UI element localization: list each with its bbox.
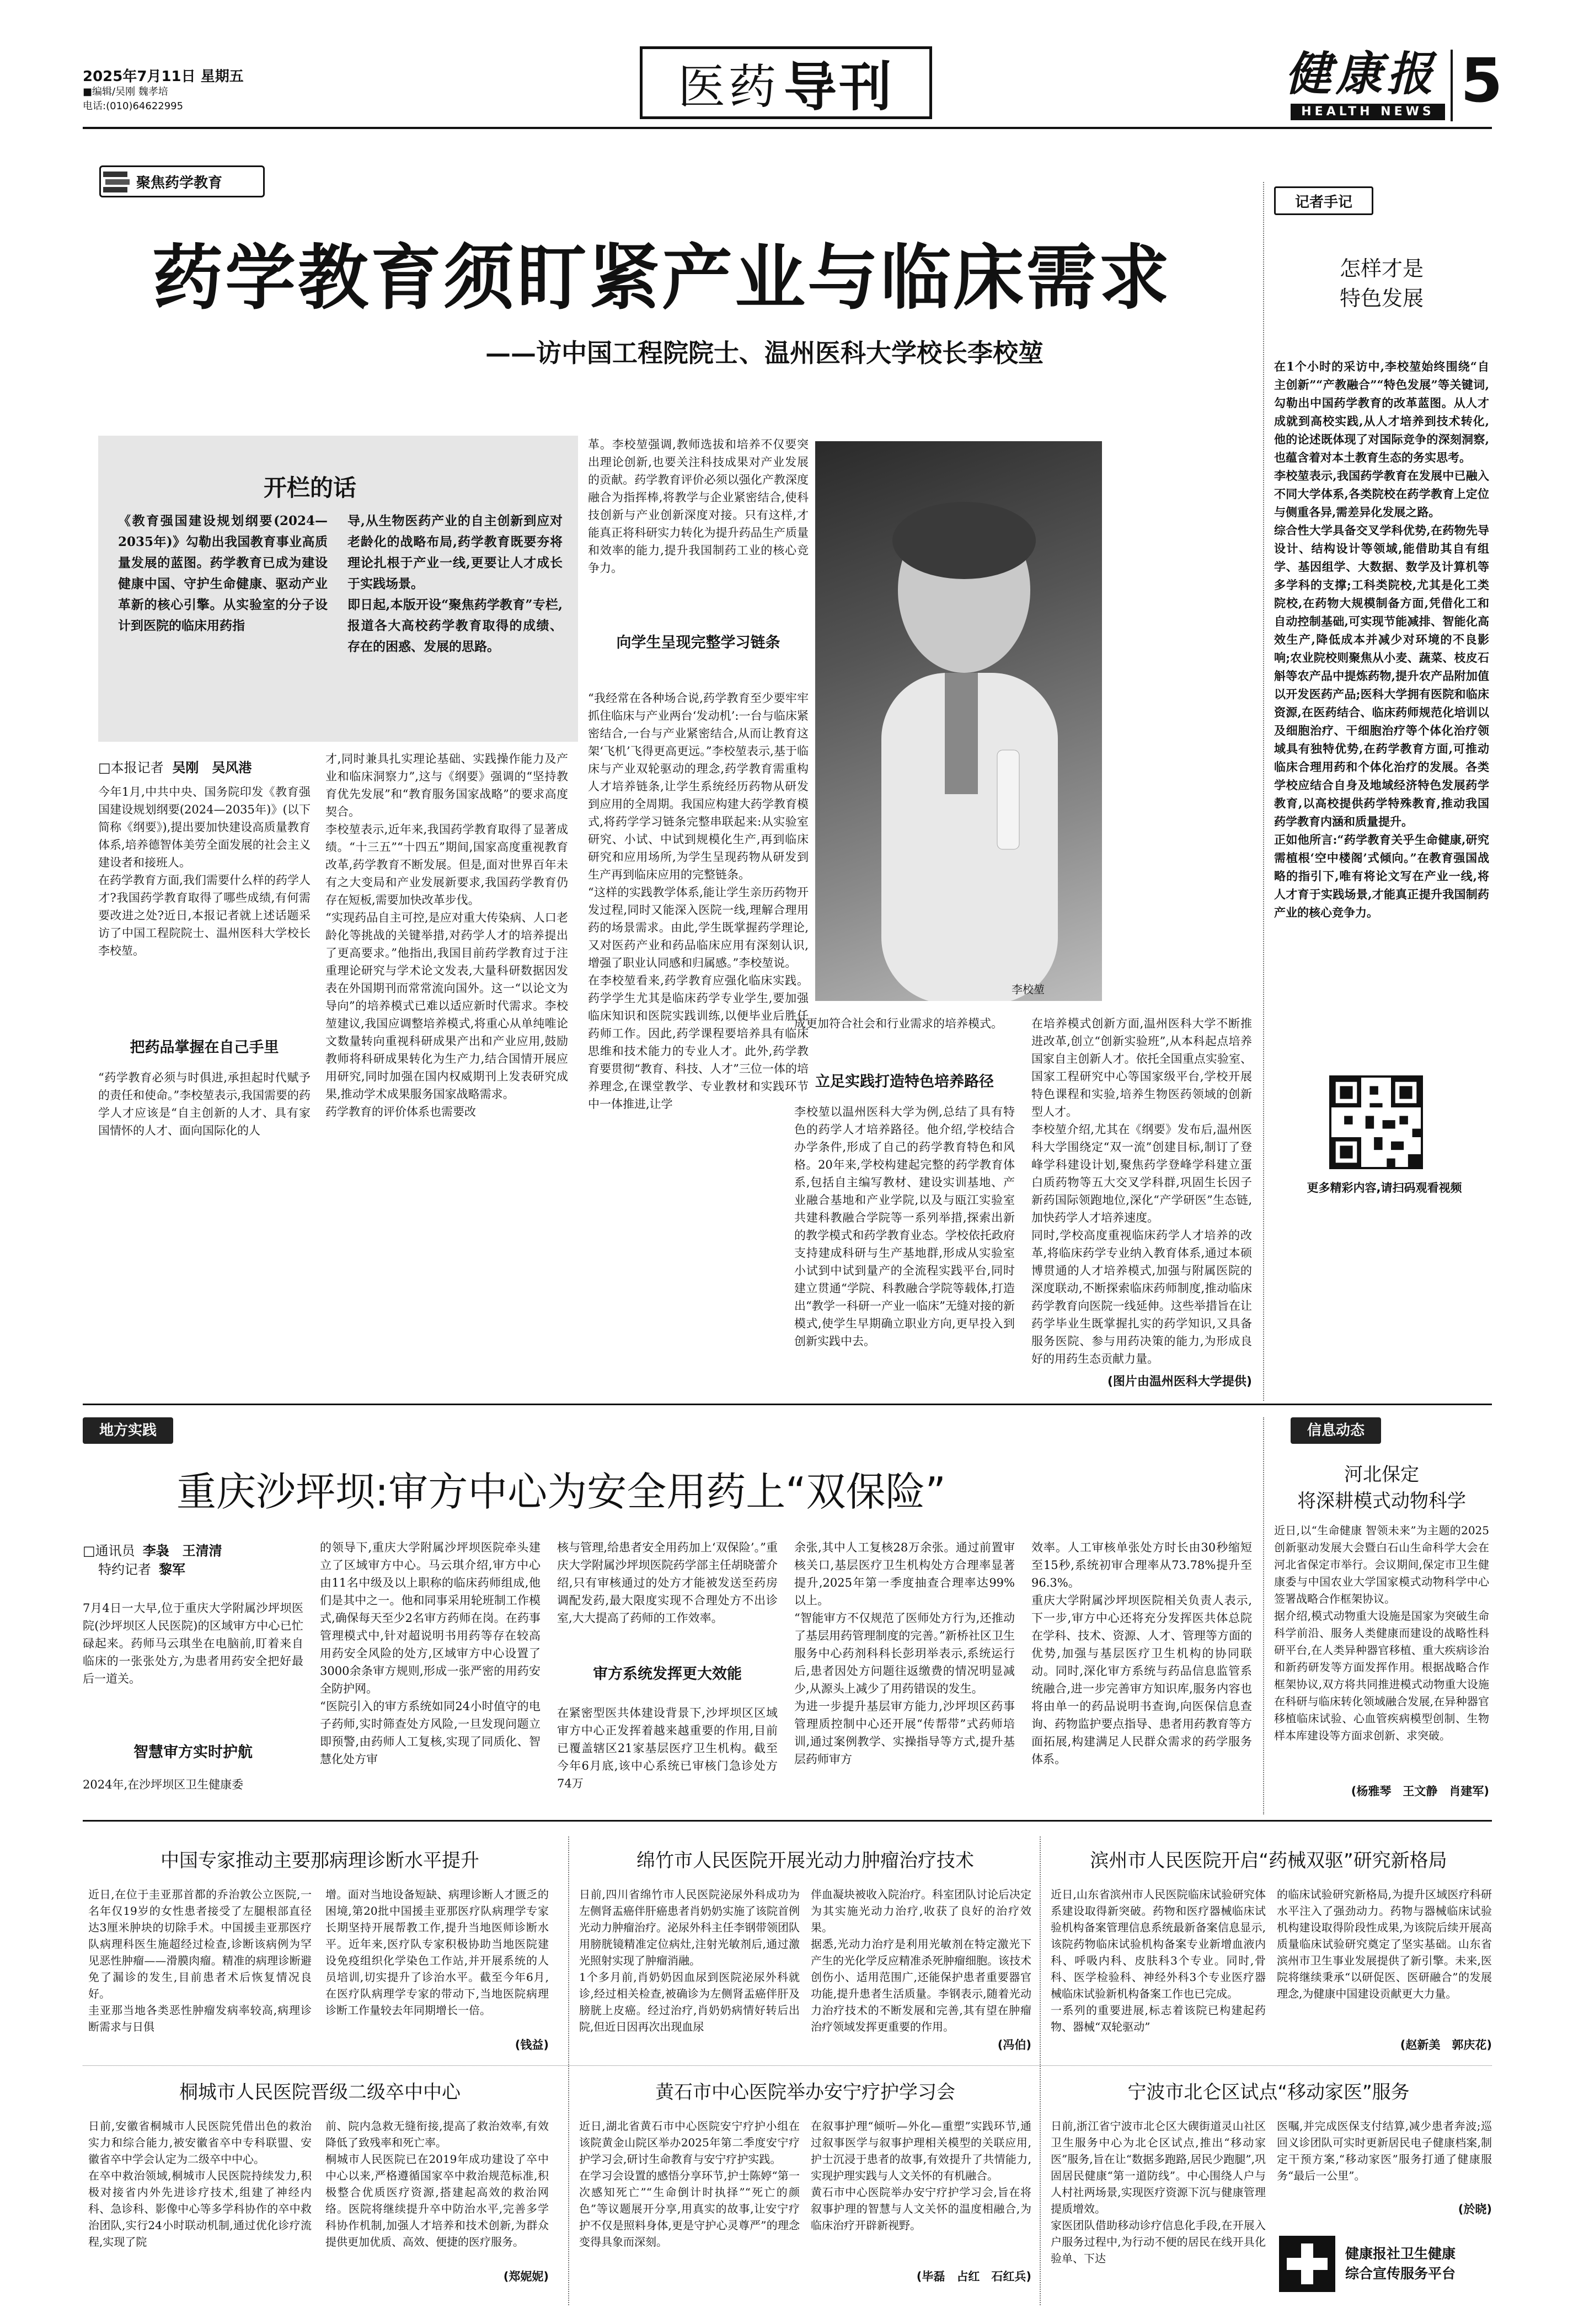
- section-masthead: [640, 46, 932, 119]
- photo-caption: 李校堃: [1012, 983, 1045, 996]
- platform-text: [1345, 2244, 1456, 2284]
- platform-line2: 综合宣传服务平台: [1345, 2266, 1456, 2282]
- main-col1b-text: “药学教育必须与时俱进,承担起时代赋予的责任和使命。”李校堃表示,我国需要的药学人才应该是“自主创新的人才、具有家国情怀的人才、面向国际化的人: [98, 1071, 311, 1137]
- main-col4b-text: 李校堃以温州医科大学为例,总结了具有特色的药学人才培养路径。他介绍,学校结合办学条件,形成了自己的药学教育特色和风格。20年来,学校构建起完整的药学教育体系,包括自主编写教材、建设实训基地、产业融合基地和产业学院,以及与瓯江实验室共建科教融合学院等一系列举措,探索出新的教学模式和药学教育业态。学校依托政府支持建成科研与生产基地群,形成从实验室小试到中试到量产的全流程实践平台,同时建立贯通“学院、科教融合学院等载体,打造出“教学一科研一产业一临床”无缝对接的新模式,使学生早期确立职业方向,更早投入到创新实践中去。: [794, 1105, 1015, 1348]
- notes-column: [1274, 221, 1489, 1401]
- local-col4-text: 余张,其中人工复核28万余张。通过前置审核关口,基层医疗卫生机构处方合理率显著提升,2025年第一季度抽查合理率达99%以上。 “智能审方不仅规范了医师处方行为,还推动了基层用药管理制度的完善。”新桥社区卫生服务中心药剂科科长彭玥举表示,系统运行后,患者因处方问题往返缴费的情况明显减少,从源头上减少了用药错误的发生。 为进一步提升基层审方能力,沙坪坝区药事管理质控制中心还开展“传帮带”式药师培训,通过案例教学、实操指导等方式,提升基层药师审方: [794, 1541, 1015, 1766]
- notes-tag-label: 记者手记: [1294, 194, 1352, 211]
- brief-6-text-a: 日前,浙江省宁波市北仑区大碶街道灵山社区卫生服务中心为北仑区试点,推出“移动家医”服务,旨在让“数据多跑路,居民少跑腿”,巩固居民健康“第一道防线”。中心围绕人户与人村社两场景,实现医疗资源下沉与健康管理提质增效。 家医团队借助移动诊疗信息化手段,在开展入户服务过程中,为行动不便的居民在线开具化验单、下达: [1051, 2119, 1266, 2265]
- local-subhead-1: 智慧审方实时护航: [133, 1744, 253, 1761]
- brief-3-credit: (赵新美 郭庆花): [1400, 2038, 1492, 2052]
- subhead-2: 向学生呈现完整学习链条: [616, 634, 780, 651]
- qr-code-icon: [1331, 1078, 1421, 1167]
- local-tag: 地方实践: [83, 1417, 173, 1444]
- sidebar-divider: [1263, 182, 1264, 1401]
- local-subhead-2: 审方系统发挥更大效能: [593, 1666, 742, 1683]
- brief-2-title: 绵竹市人民医院开展光动力肿瘤治疗技术: [636, 1850, 974, 1872]
- section-rule-1: [83, 1404, 1492, 1405]
- editors-line: ■编辑/吴刚 魏孝培: [83, 86, 168, 98]
- brief-2-credit: (冯伯): [997, 2038, 1031, 2052]
- main-col2-text: 才,同时兼具扎实理论基础、实践操作能力及产业和临床洞察力”,这与《纲要》强调的“坚持教育优先发展”和“教育服务国家战略”的要求高度契合。 李校堃表示,近年来,我国药学教育取得了显著成绩。“十三五”“十四五”期间,国家高度重视教育改革,药学教育不断发展。但是,面对世界百年未有之大变局和产业发展新要求,我国药学教育仍存在短板,需要加快改革步伐。 “实现药品自主可控,是应对重大传染病、人口老龄化等挑战的关键举措,对药学人才的培养提出了更高要求。”他指出,我国目前药学教育过于注重理论研究与学术论文发表,大量科研数据因发表在外国期刊而常常流向国外。这一“以论文为导向”的培养模式已难以适应新时代需求。李校堃建议,我国应调整培养模式,将重心从单纯唯论文数量转向重视科研成果产出和产业应用,鼓励教师将科研成果转化为生产力,结合国情开展应用研究,同时加强在国内权威期刊上发表研究成果,推动学术成果服务国家战略需求。 药学教育的评价体系也需要改: [325, 752, 568, 1118]
- section-rule-2: [83, 1820, 1492, 1822]
- intro-title: 开栏的话: [264, 474, 357, 501]
- local-byline1-label: □通讯员: [83, 1543, 135, 1559]
- brief-4-text-a: 日前,安徽省桐城市人民医院凭借出色的救治实力和综合能力,被安徽省卒中专科联盟、安徽省卒中学会认定为二级卒中中心。 在卒中救治领域,桐城市人民医院持续发力,积极对接省内外先进诊疗技术,组建了神经内科、急诊科、影像中心等多学科协作的卒中救治团队,实行24小时联动机制,通过优化诊疗流程,实现了院: [88, 2119, 312, 2248]
- local-col2-text: 的领导下,重庆大学附属沙坪坝医院牵头建立了区域审方中心。马云琪介绍,审方中心由11名中级及以上职称的临床药师组成,他们是其中之一。他和同事采用轮班制工作模式,确保每天至少2名审方药师在岗。在药事管理模式中,针对超说明书用药等存在较高用药安全风险的处方,区域审方中心设置了3000余条审方规则,形成一张严密的用药安全防护网。 “医院引入的审方系统如同24小时值守的电子药师,实时筛查处方风险,一旦发现问题立即预警,由药师人工复核,实现了同质化、智慧化处方审: [320, 1541, 541, 1766]
- brief-6-text-b: 医嘱,并完成医保支付结算,减少患者奔波;巡回义诊团队可实时更新居民电子健康档案,制定干预方案,“移动家医”服务打通了健康服务“最后一公里”。: [1277, 2119, 1492, 2182]
- brand-en: HEALTH NEWS: [1291, 104, 1445, 120]
- header-rule: [83, 127, 1492, 129]
- brief-4-text-b: 前、院内急救无缝衔接,提高了救治效率,有效降低了致残率和死亡率。 桐城市人民医院已在2019年成功建设了卒中中心以来,严格遵循国家卒中救治规范标准,积极整合优质医疗资源,搭建起高效的救治网络。医院将继续提升卒中防治水平,完善多学科协作机制,加强人才培养和技术创新,为群众提供更加优质、高效、便捷的医疗服务。: [325, 2119, 549, 2248]
- platform-logo: [1277, 2228, 1492, 2300]
- main-col1-text: 今年1月,中共中央、国务院印发《教育强国建设规划纲要(2024—2035年)》(以下简称《纲要》),提出要加快建设高质量教育体系,培养德智体美劳全面发展的社会主义建设者和接班人。 在药学教育方面,我们需要什么样的药学人才?我国药学教育取得了哪些成绩,有何需要改进之处?近日,本报记者就上述话题采访了中国工程院院士、温州医科大学校长李校堃。: [98, 785, 311, 957]
- briefs-divider-h: [83, 2065, 1492, 2066]
- brief-1-title: 中国专家推动主要那病理诊断水平提升: [160, 1850, 479, 1872]
- brief-1-text-b: 增。面对当地设备短缺、病理诊断人才匮乏的困境,第20批中国援圭亚那医疗队病理学专家长期坚持开展帮教工作,提升当地医师诊断水平。近年来,医疗队专家积极协助当地医院建设免疫组织化学染色工作站,并开展系统的人员培训,切实提升了诊治水平。截至今年6月,在医疗队病理学专家的带动下,当地医院病理诊断工作量较去年同期增长一倍。: [325, 1888, 549, 2017]
- brief-5-text-a: 近日,湖北省黄石市中心医院安宁疗护小组在该院黄金山院区举办2025年第二季度安宁疗护学习会,研讨生命教育与安宁疗护实践。 在学习会设置的感悟分享环节,护士陈婷“第一次感知死亡”“生命倒计时执择”“死亡的颜色”等议题展开分享,用真实的故事,让安宁疗护不仅是照料身体,更是守护心灵尊严”的理念变得具象而深刻。: [579, 2119, 800, 2248]
- portrait-illustration: [815, 441, 1102, 1001]
- brand-logo: 健康报: [1285, 46, 1438, 101]
- intro-text-left: 《教育强国建设规划纲要(2024—2035年)》勾勒出我国教育事业高质量发展的蓝图。药学教育已成为建设健康中国、守护生命健康、驱动产业革新的核心引擎。从实验室的分子设计到医院的临床用药指: [118, 513, 328, 633]
- notes-text: 在1个小时的采访中,李校堃始终围绕“自主创新”“产教融合”“特色发展”等关键词,勾勒出中国药学教育的改革蓝图。从人才成就到高校实践,从人才培养到技术转化,他的论述既体现了对国际竞争的深刻洞察,也蕴含着对本土教育生态的务实思考。 李校堃表示,我国药学教育在发展中已融入不同大学体系,各类院校在药学教育上定位与侧重各异,需差异化发展之路。 综合性大学具备交叉学科优势,在药物先导设计、结构设计等领域,能借助其自有组学、基因组学、大数据、数学及计算机等多学科的支撑;工科类院校,尤其是化工类院校,在药物大规模制备方面,凭借化工和自动控制基础,可实现节能减排、智能化高效生产,降低成本并减少对环境的不良影响;农业院校则聚焦从小麦、蔬菜、枝皮石斛等农产品中提炼药物,提升农产品附加值以开发医药产品;医科大学拥有医院和临床资源,在医药结合、临床药师规范化培训以及细胞治疗、干细胞治疗等个体化治疗领域具有独特优势,在药学教育方面,可推动临床合理用药和个体化治疗的发展。各类学校应结合自身及地域经济特色发展药学教育,以高校提供药学特殊教育,推动我国药学教育内涵和质量提升。 正如他所言:“药学教育关乎生命健康,研究需植根‘空中楼阁’式倾向。”在教育强国战略的指引下,唯有将论文写在产业一线,将人才育于实践场景,才能真正提升我国制药产业的核心竞争力。: [1274, 360, 1489, 919]
- subheadline: ——访中国工程院院士、温州医科大学校长李校堃: [485, 338, 1044, 368]
- header-divider: [1451, 50, 1453, 121]
- section-title-b: 导刊: [784, 56, 894, 118]
- brief-5-title: 黄石市中心医院举办安宁疗护学习会: [655, 2081, 955, 2103]
- brief-3-title: 滨州市人民医院开启“药械双驱”研究新格局: [1090, 1850, 1447, 1872]
- subhead-3: 立足实践打造特色培养路径: [815, 1073, 994, 1090]
- platform-line1: 健康报社卫生健康: [1345, 2246, 1456, 2262]
- info-title: 河北保定 将深耕模式动物科学: [1297, 1464, 1466, 1512]
- local-byline2-names: 黎军: [159, 1562, 185, 1577]
- local-byline2-label: 特约记者: [98, 1562, 151, 1577]
- intro-text-right: 导,从生物医药产业的自主创新到应对老龄化的战略布局,药学教育既要夯将理论扎根于产业一线,更要让人才成长于实践场景。 即日起,本版开设“聚焦药学教育”专栏,报道各大高校药学教育取得的成绩、存在的困惑、发展的思路。: [347, 513, 563, 654]
- brief-1-text-a: 近日,在位于圭亚那首都的乔治敦公立医院,一名年仅19岁的女性患者接受了左腿根部直径达3厘米肿块的切除手术。中国援圭亚那医疗队病理科医生施超经过检查,诊断该病例为罕见恶性肿瘤——滑膜肉瘤。精准的病理诊断避免了漏诊的发生,目前患者术后恢复情况良好。 圭亚那当地各类恶性肿瘤发病率较高,病理诊断需求与日俱: [88, 1888, 312, 2033]
- info-tag: 信息动态: [1291, 1417, 1381, 1444]
- phone-line: 电话:(010)64622995: [83, 100, 184, 112]
- brief-1-credit: (钱益): [515, 2038, 549, 2052]
- notes-title: 怎样才是 特色发展: [1339, 256, 1424, 310]
- main-col4a-text: 成更加符合社会和行业需求的培养模式。: [794, 1017, 1003, 1030]
- column-tag-label: 聚焦药学教育: [136, 174, 223, 191]
- brief-6-credit: (於晓): [1458, 2203, 1492, 2216]
- local-byline1-names: 李袅 王清清: [142, 1543, 222, 1559]
- main-col5-text: 在培养模式创新方面,温州医科大学不断推进改革,创立“创新实验班”,从本科起点培养国家自主创新人才。依托全国重点实验室、国家工程研究中心等国家级平台,学校开展特色课程和实验,培养生物医药领域的创新型人才。 李校堃介绍,尤其在《纲要》发布后,温州医科大学围绕定“双一流”创建目标,制订了登峰学科建设计划,聚焦药学登峰学科建立蛋白质药物等五大交叉学科群,巩固生长因子新药国际领跑地位,深化“产学研医”生态链,加快药学人才培养速度。 同时,学校高度重视临床药学人才培养的改革,将临床药学专业纳入教育体系,通过本硕博贯通的人才培养模式,加强与附属医院的深度联动,不断探索临床药师制度,推动临床药学教育向医院一线延伸。这些举措旨在让药学毕业生既掌握扎实的药学知识,又具备服务医院、参与用药决策的能力,为形成良好的用药生态贡献力量。: [1031, 1017, 1252, 1366]
- brief-3-text-a: 近日,山东省滨州市人民医院临床试验研究体系建设取得新突破。药物和医疗器械临床试验机构备案管理信息系统最新备案信息显示,该院药物临床试验机构备案专业新增血液内科、呼吸内科、皮肤科3个专业。同时,骨科、医学检验科、神经外科3个专业医疗器械临床试验新机构备案工作也已完成。 一系列的重要进展,标志着该院已构建起药物、器械“双轮驱动”: [1051, 1888, 1266, 2033]
- platform-emblem-icon: [1277, 2234, 1337, 2294]
- info-text: 近日,以“生命健康 智领未来”为主题的2025创新驱动发展大会暨白石山生命科学大会在河北省保定市举行。会议期间,保定市卫生健康委与中国农业大学国家模式动物科学中心签署战略合作框架协议。 据介绍,模式动物重大设施是国家为突破生命科学前沿、服务人类健康而建设的战略性科研平台,在人类异种器官移植、重大疾病诊治和新药研发等方面发挥作用。根据战略合作框架协议,双方将共同推进模式动物重大设施在科研与临床转化领域融合发展,在异种器官移植临床试验、心血管疾病模型创制、生物样本库建设等方面求创新、求突破。: [1274, 1524, 1489, 1742]
- subhead-1: 把药品掌握在自己手里: [130, 1039, 279, 1056]
- local-byline: [83, 1541, 314, 1579]
- brief-6-title: 宁波市北仑区试点“移动家医”服务: [1127, 2081, 1410, 2103]
- brief-5-credit: (毕磊 占红 石红兵): [916, 2270, 1031, 2283]
- brief-2-text-b: 伴血凝块被收入院治疗。科室团队讨论后决定为其实施光动力治疗,收获了良好的治疗效果。 据悉,光动力治疗是利用光敏剂在特定激光下产生的光化学反应精准杀死肿瘤细胞。该技术创伤小、适用范围广,还能保护患者重要器官功能,提升患者生活质量。李钢表示,随着光动力治疗技术的不断发展和完善,其有望在肿瘤治疗领域发挥更重要的作用。: [811, 1888, 1031, 2033]
- local-col3b-text: 在紧密型医共体建设背景下,沙坪坝区区域审方中心正发挥着越来越重要的作用,目前已覆盖辖区21家基层医疗卫生机构。截至今年6月底,该中心系统已审核门急诊处方74万: [557, 1706, 778, 1790]
- main-col3-text: 革。李校堃强调,教师选拔和培养不仅要突出理论创新,也要关注科技成果对产业发展的贡献。药学教育评价必须以强化产教深度融合为指挥棒,将教学与企业紧密结合,使科技创新与产业创新深度对接。只有这样,才能真正将科研实力转化为提升药品生产质量和效率的能力,提升我国制药工业的核心竞争力。: [588, 438, 809, 575]
- info-divider: [1263, 1417, 1264, 1814]
- page-number: 5: [1460, 45, 1503, 116]
- notes-tag: [1274, 186, 1373, 215]
- local-headline: 重庆沙坪坝:审方中心为安全用药上“双保险”: [176, 1469, 946, 1515]
- brief-4-title: 桐城市人民医院晋级二级卒中中心: [179, 2081, 461, 2103]
- qr-code[interactable]: [1329, 1075, 1423, 1169]
- brief-3-text-b: 的临床试验研究新格局,为提升区域医疗科研水平注入了强劲动力。药物与器械临床试验机构建设取得阶段性成果,为该院后续开展高质量临床试验研究奠定了坚实基础。山东省滨州市卫生事业发展提供了新引擎。未来,医院将继续秉承“以研促医、医研融合”的发展理念,为健康中国建设贡献更大力量。: [1277, 1888, 1492, 2000]
- qr-caption: 更多精彩内容,请扫码观看视频: [1307, 1181, 1462, 1195]
- local-col1b-text: 2024年,在沙坪坝区卫生健康委: [83, 1778, 244, 1791]
- intro-box: [98, 436, 578, 742]
- brief-2-text-a: 日前,四川省绵竹市人民医院泌尿外科成功为左侧肾盂癌伴肝癌患者肖奶奶实施了该院首例光动力肿瘤治疗。泌尿外科主任李钢带领团队用膀胱镜精准定位病灶,注射光敏剂后,通过激光照射实现了肿瘤消融。 1个多月前,肖奶奶因血尿到医院泌尿外科就诊,经过相关检查,被确诊为左侧肾盂癌伴肝及膀胱上皮癌。经过治疗,肖奶奶病情好转后出院,但近日因再次出现血尿: [579, 1888, 800, 2033]
- brief-4-credit: (郑妮妮): [503, 2270, 549, 2283]
- column-tag: [99, 165, 265, 197]
- briefs-divider-2: [1040, 1836, 1041, 2305]
- local-col1-text: 7月4日一大早,位于重庆大学附属沙坪坝医院(沙坪坝区人民医院)的区域审方中心已忙碌起来。药师马云琪坐在电脑前,盯着来自临床的一张张处方,为患者用药安全把好最后一道关。: [83, 1602, 303, 1685]
- local-col5-text: 效率。人工审核单张处方时长由30秒缩短至15秒,系统初审合理率从73.78%提升至96.3%。 重庆大学附属沙坪坝医院相关负责人表示,下一步,审方中心还将充分发挥医共体总院在学科、技术、资源、人才、管理等方面的优势,加强与基层医疗卫生机构的协同联动。同时,深化审方系统与药品信息监管系统融合,进一步完善审方知识库,服务内容也将由单一的药品说明书查询,向医保信息查询、药物监护要点指导、患者用药教育等方面拓展,构建满足人民群众需求的药学服务体系。: [1031, 1541, 1252, 1766]
- portrait-photo: [815, 441, 1102, 1001]
- photo-credit: (图片由温州医科大学提供): [1107, 1375, 1252, 1389]
- local-tag-rule: [83, 1432, 1280, 1433]
- book-stack-icon: [101, 167, 134, 196]
- issue-date: 2025年7月11日 星期五: [83, 68, 244, 85]
- main-col3b-text: “我经常在各种场合说,药学教育至少要牢牢抓住临床与产业两台‘发动机’:一台与临床紧密结合,一台与产业紧密结合,从而让教育这架‘飞机’飞得更高更远。”李校堃表示,基于临床与产业双轮驱动的理念,药学教育需重构人才培养链条,让学生系统经历药物从研发到应用的全周期。我国应构建大药学教育模式,将药学学习链条完整串联起来:从实验室研究、小试、中试到规模化生产,再到临床研究和应用场所,为学生呈现药物从研发到生产再到临床应用的完整链条。 “这样的实践教学体系,能让学生亲历药物开发过程,同时又能深入医院一线,理解合理用药的场景需求。由此,学生既掌握药学理论,又对医药产业和药品临床应用有深刻认识,增强了职业认同感和归属感。”李校堃说。 在李校堃看来,药学教育应强化临床实践。药学学生尤其是临床药学专业学生,要加强临床知识和医院实践训练,以便毕业后胜任药师工作。因此,药学课程要培养具有临床思维和技术能力的专业人才。此外,药学教育要贯彻“教育、科技、人才”三位一体的培养理念,在课堂教学、专业教材和实践环节中一体推进,让学: [588, 692, 809, 1111]
- local-col3-text: 核与管理,给患者安全用药加上‘双保险’。”重庆大学附属沙坪坝医院药学部主任胡晓蕾介绍,只有审核通过的处方才能被发送至药房调配发药,最大限度实现不合理处方不出诊室,大大提高了药师的工作效率。: [557, 1541, 778, 1625]
- section-title-a: 医药: [678, 60, 779, 115]
- info-credit: (杨雅琴 王文静 肖建军): [1351, 1785, 1489, 1798]
- byline-label: □本报记者: [98, 760, 164, 775]
- headline: 药学教育须盯紧产业与临床需求: [152, 237, 1171, 319]
- main-byline: [98, 757, 252, 776]
- brief-5-text-b: 在叙事护理“倾听—外化—重塑”实践环节,通过叙事医学与叙事护理相关模型的关联应用,护士沉浸于患者的故事,有效提升了共情能力,实现护理实践与人文关怀的有机融合。 黄石市中心医院举办安宁疗护学习会,旨在将叙事护理的智慧与人文关怀的温度相融合,为临床治疗开辟新视野。: [811, 2119, 1031, 2232]
- briefs-divider-1: [568, 1836, 569, 2305]
- byline-names: 吴刚 吴风港: [172, 760, 252, 775]
